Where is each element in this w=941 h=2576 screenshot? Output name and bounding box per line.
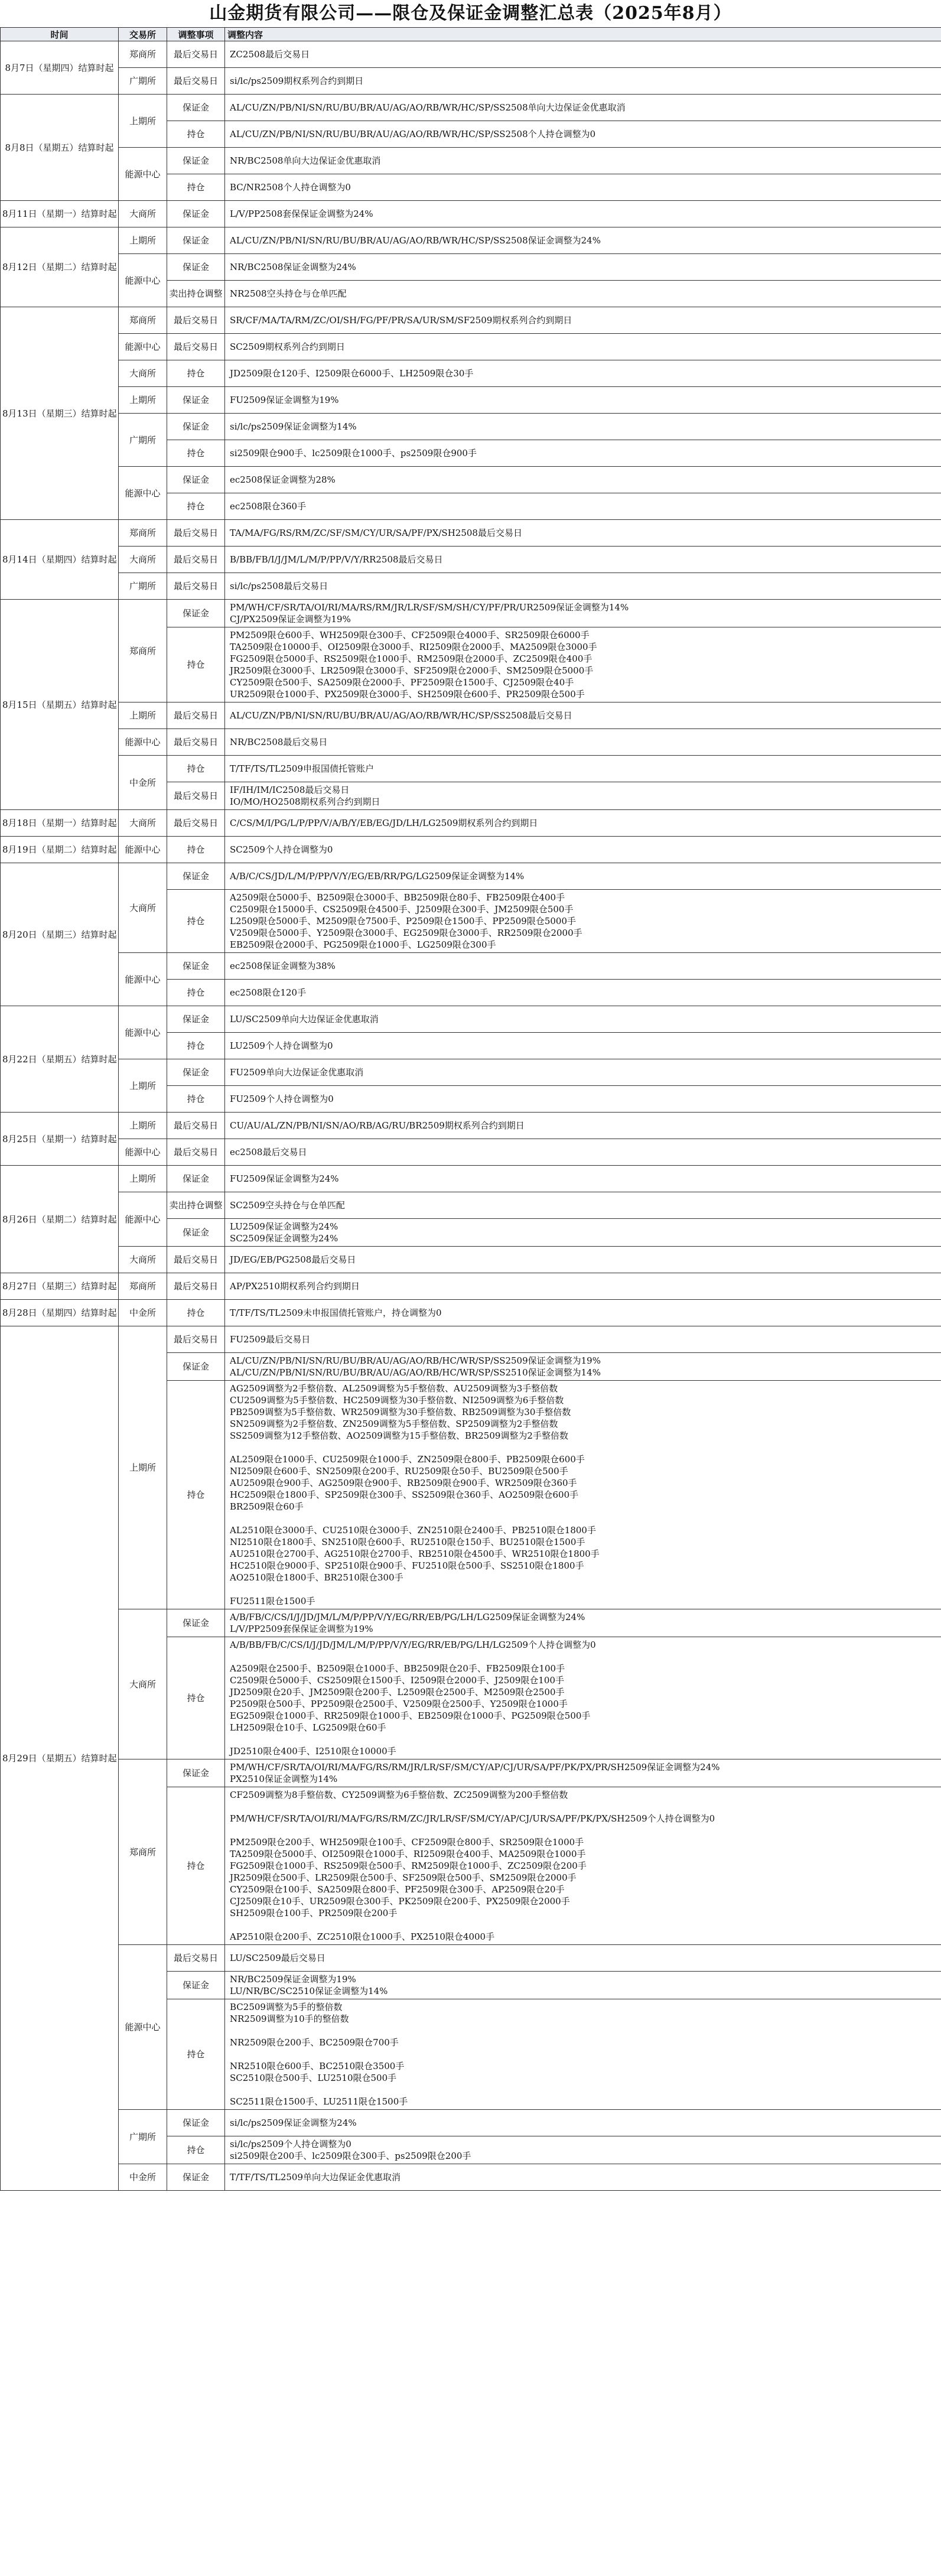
content-cell: si/lc/ps2509保证金调整为14% [225,414,941,440]
item-type-cell: 最后交易日 [167,41,225,68]
content-cell: PM/WH/CF/SR/TA/OI/RI/MA/FG/RS/RM/JR/LR/SF/SM/CY/AP/CJ/UR/SA/PF/PK/PX/PR/SH2509保证金调整为24% PX2510保证金调整为14% [225,1759,941,1787]
content-cell: ZC2508最后交易日 [225,41,941,68]
item-type-cell: 卖出持仓调整 [167,281,225,307]
exchange-cell: 大商所 [119,360,167,387]
item-type-cell: 最后交易日 [167,547,225,573]
content-cell: FU2509单向大边保证金优惠取消 [225,1059,941,1086]
content-cell: ec2508限仓360手 [225,493,941,520]
exchange-cell: 上期所 [119,95,167,148]
date-cell: 8月29日（星期五）结算时起 [1,1326,119,2191]
content-cell: si/lc/ps2508最后交易日 [225,573,941,600]
item-type-cell: 最后交易日 [167,1273,225,1300]
content-cell: FU2509最后交易日 [225,1326,941,1353]
item-type-cell: 持仓 [167,1637,225,1759]
content-cell: NR/BC2509保证金调整为19% LU/NR/BC/SC2510保证金调整为14% [225,1972,941,1999]
table-row [1,227,941,254]
content-cell: LU2509保证金调整为24% SC2509保证金调整为24% [225,1219,941,1247]
content-cell: si/lc/ps2509个人持仓调整为0 si2509限仓200手、lc2509限仓300手、ps2509限仓200手 [225,2136,941,2164]
header-row [1,28,941,41]
exchange-cell: 上期所 [119,1059,167,1113]
content-cell: PM/WH/CF/SR/TA/OI/RI/MA/RS/RM/JR/LR/SF/SM/SH/CY/PF/PR/UR2509保证金调整为14% CJ/PX2509保证金调整为19% [225,600,941,627]
item-type-cell: 最后交易日 [167,1247,225,1273]
item-type-cell: 持仓 [167,440,225,467]
item-type-cell: 保证金 [167,1609,225,1637]
header-content: 调整内容 [225,28,941,41]
item-type-cell: 保证金 [167,254,225,281]
exchange-cell: 能源中心 [119,729,167,756]
exchange-cell: 能源中心 [119,1006,167,1059]
date-cell: 8月15日（星期五）结算时起 [1,600,119,810]
table-row [1,68,941,95]
content-cell: AL/CU/ZN/PB/NI/SN/RU/BU/BR/AU/AG/AO/RB/WR/HC/SP/SS2508最后交易日 [225,702,941,729]
content-cell: ec2508保证金调整为28% [225,467,941,493]
date-cell: 8月22日（星期五）结算时起 [1,1006,119,1113]
table-row [1,414,941,440]
content-cell: SC2509个人持仓调整为0 [225,837,941,863]
content-cell: AG2509调整为2手整倍数、AL2509调整为5手整倍数、AU2509调整为3手整倍数 CU2509调整为5手整倍数、HC2509调整为30手整倍数、NI2509调整为6手整倍数 PB2509调整为5手整倍数、WR2509调整为30手整倍数、RB2509调整为30手整倍数 SN2509调整为2手整倍数、ZN2509调整为5手整倍数、SP2509调整为2手整倍数 SS2509调整为12手整倍数、AO2509调整为15手整倍数、BR2509调整为2手整倍数 AL2509限仓1000手、CU2509限仓1000手、ZN2509限仓800手、PB2509限仓600手 NI2509限仓600手、SN2509限仓200手、RU2509限仓50手、BU2509限仓500手 AU2509限仓900手、AG2509限仓900手、RB2509限仓900手、WR2509限仓360手 HC2509限仓1800手、SP2509限仓300手、SS2509限仓360手、AO2509限仓600手 BR2509限仓60手 AL2510限仓3000手、CU2510限仓3000手、ZN2510限仓2400手、PB2510限仓1800手 NI2510限仓1800手、SN2510限仓600手、RU2510限仓150手、BU2510限仓1500手 AU2510限仓2700手、AG2510限仓2700手、RB2510限仓4500手、WR2510限仓1800手 HC2510限仓9000手、SP2510限仓900手、FU2510限仓500手、SS2510限仓1800手 AO2510限仓1800手、BR2510限仓300手 FU2511限仓1500手 [225,1381,941,1609]
item-type-cell: 持仓 [167,1033,225,1059]
item-type-cell: 保证金 [167,2110,225,2136]
table-row [1,1326,941,1353]
exchange-cell: 广期所 [119,68,167,95]
item-type-cell: 最后交易日 [167,334,225,360]
table-row [1,1609,941,1637]
item-type-cell: 最后交易日 [167,1113,225,1139]
content-cell: T/TF/TS/TL2509申报国债托管账户 [225,756,941,782]
date-cell: 8月20日（星期三）结算时起 [1,863,119,1006]
item-type-cell: 持仓 [167,890,225,953]
table-row [1,1273,941,1300]
exchange-cell: 中金所 [119,1300,167,1326]
content-cell: BC/NR2508个人持仓调整为0 [225,174,941,201]
item-type-cell: 保证金 [167,1059,225,1086]
content-cell: NR/BC2508保证金调整为24% [225,254,941,281]
item-type-cell: 保证金 [167,1353,225,1381]
table-row [1,95,941,121]
content-cell: BC2509调整为5手的整倍数 NR2509调整为10手的整倍数 NR2509限仓200手、BC2509限仓700手 NR2510限仓600手、BC2510限仓3500手 SC2510限仓500手、LU2510限仓500手 SC2511限仓1500手、LU2511限仓1500手 [225,1999,941,2110]
item-type-cell: 保证金 [167,863,225,890]
item-type-cell: 保证金 [167,201,225,227]
date-cell: 8月26日（星期二）结算时起 [1,1166,119,1273]
item-type-cell: 持仓 [167,493,225,520]
item-type-cell: 持仓 [167,1300,225,1326]
content-cell: ec2508限仓120手 [225,980,941,1006]
table-row [1,148,941,174]
exchange-cell: 中金所 [119,2164,167,2191]
exchange-cell: 能源中心 [119,1139,167,1166]
item-type-cell: 保证金 [167,1006,225,1033]
date-cell: 8月18日（星期一）结算时起 [1,810,119,837]
exchange-cell: 能源中心 [119,254,167,307]
content-cell: AL/CU/ZN/PB/NI/SN/RU/BU/BR/AU/AG/AO/RB/WR/HC/SP/SS2508单向大边保证金优惠取消 [225,95,941,121]
date-cell: 8月13日（星期三）结算时起 [1,307,119,520]
item-type-cell: 持仓 [167,1086,225,1113]
exchange-cell: 能源中心 [119,1945,167,2110]
exchange-cell: 上期所 [119,702,167,729]
table-row [1,1166,941,1192]
content-cell: FU2509保证金调整为24% [225,1166,941,1192]
table-row [1,953,941,980]
item-type-cell: 持仓 [167,1787,225,1945]
item-type-cell: 保证金 [167,148,225,174]
table-row [1,334,941,360]
exchange-cell: 能源中心 [119,334,167,360]
header-time: 时间 [1,28,119,41]
table-row [1,360,941,387]
content-cell: JD/EG/EB/PG2508最后交易日 [225,1247,941,1273]
content-cell: AL/CU/ZN/PB/NI/SN/RU/BU/BR/AU/AG/AO/RB/HC/WR/SP/SS2509保证金调整为19% AL/CU/ZN/PB/NI/SN/RU/BU/BR/AU/AG/AO/RB/HC/WR/SP/SS2510保证金调整为14% [225,1353,941,1381]
content-cell: T/TF/TS/TL2509未申报国债托管账户，持仓调整为0 [225,1300,941,1326]
date-cell: 8月28日（星期四）结算时起 [1,1300,119,1326]
content-cell: L/V/PP2508套保保证金调整为24% [225,201,941,227]
item-type-cell: 持仓 [167,1999,225,2110]
table-row [1,1247,941,1273]
content-cell: A/B/C/CS/JD/L/M/P/PP/V/Y/EG/EB/RR/PG/LG2509保证金调整为14% [225,863,941,890]
date-cell: 8月11日（星期一）结算时起 [1,201,119,227]
table-row [1,2164,941,2191]
content-cell: LU2509个人持仓调整为0 [225,1033,941,1059]
item-type-cell: 最后交易日 [167,307,225,334]
content-cell: si/lc/ps2509期权系列合约到期日 [225,68,941,95]
content-cell: ec2508最后交易日 [225,1139,941,1166]
content-cell: B/BB/FB/I/J/JM/L/M/P/PP/V/Y/RR2508最后交易日 [225,547,941,573]
table-row [1,573,941,600]
content-cell: NR/BC2508单向大边保证金优惠取消 [225,148,941,174]
item-type-cell: 最后交易日 [167,1945,225,1972]
table-row [1,1139,941,1166]
exchange-cell: 能源中心 [119,837,167,863]
exchange-cell: 郑商所 [119,600,167,702]
exchange-cell: 上期所 [119,387,167,414]
item-type-cell: 最后交易日 [167,1139,225,1166]
table-row [1,702,941,729]
content-cell: A2509限仓5000手、B2509限仓3000手、BB2509限仓80手、FB2509限仓400手 C2509限仓15000手、CS2509限仓4500手、J2509限仓300手、JM2509限仓500手 L2509限仓5000手、M2509限仓7500手、P2509限仓1500手、PP2509限仓5000手 V2509限仓5000手、Y2509限仓3000手、EG2509限仓3000手、RR2509限仓2000手 EB2509限仓2000手、PG2509限仓1000手、LG2509限仓300手 [225,890,941,953]
content-cell: T/TF/TS/TL2509单向大边保证金优惠取消 [225,2164,941,2191]
exchange-cell: 能源中心 [119,148,167,201]
item-type-cell: 最后交易日 [167,729,225,756]
exchange-cell: 能源中心 [119,953,167,1006]
date-cell: 8月19日（星期二）结算时起 [1,837,119,863]
content-cell: CF2509调整为8手整倍数、CY2509调整为6手整倍数、ZC2509调整为200手整倍数 PM/WH/CF/SR/TA/OI/RI/MA/FG/RS/RM/ZC/JR/LR/SF/SM/CY/AP/CJ/UR/SA/PF/PK/PX/SH2509个人持仓调整为0 PM2509限仓200手、WH2509限仓100手、CF2509限仓800手、SR2509限仓1000手 TA2509限仓5000手、OI2509限仓1000手、RI2509限仓400手、MA2509限仓1000手 FG2509限仓1000手、RS2509限仓500手、RM2509限仓1000手、ZC2509限仓200手 JR2509限仓500手、LR2509限仓500手、SF2509限仓500手、SM2509限仓2000手 CY2509限仓100手、SA2509限仓800手、PF2509限仓300手、AP2509限仓20手 CJ2509限仓10手、UR2509限仓300手、PK2509限仓200手、PX2509限仓2000手 SH2509限仓100手、PR2509限仓200手 AP2510限仓200手、ZC2510限仓1000手、PX2510限仓4000手 [225,1787,941,1945]
table-row [1,520,941,547]
exchange-cell: 郑商所 [119,1273,167,1300]
item-type-cell: 最后交易日 [167,68,225,95]
table-row [1,729,941,756]
exchange-cell: 广期所 [119,573,167,600]
exchange-cell: 郑商所 [119,41,167,68]
date-cell: 8月14日（星期四）结算时起 [1,520,119,600]
content-cell: LU/SC2509单向大边保证金优惠取消 [225,1006,941,1033]
content-cell: FU2509保证金调整为19% [225,387,941,414]
content-cell: TA/MA/FG/RS/RM/ZC/SF/SM/CY/UR/SA/PF/PX/SH2508最后交易日 [225,520,941,547]
exchange-cell: 大商所 [119,201,167,227]
content-cell: AL/CU/ZN/PB/NI/SN/RU/BU/BR/AU/AG/AO/RB/WR/HC/SP/SS2508保证金调整为24% [225,227,941,254]
exchange-cell: 上期所 [119,1326,167,1609]
content-cell: IF/IH/IM/IC2508最后交易日 IO/MO/HO2508期权系列合约到期日 [225,782,941,810]
table-row [1,547,941,573]
exchange-cell: 上期所 [119,1166,167,1192]
exchange-cell: 中金所 [119,756,167,810]
exchange-cell: 大商所 [119,810,167,837]
table-row [1,837,941,863]
table-row [1,1113,941,1139]
exchange-cell: 上期所 [119,227,167,254]
table-row [1,467,941,493]
exchange-cell: 广期所 [119,414,167,467]
content-cell: SR/CF/MA/TA/RM/ZC/OI/SH/FG/PF/PR/SA/UR/SM/SF2509期权系列合约到期日 [225,307,941,334]
table-row [1,254,941,281]
table-row [1,1006,941,1033]
item-type-cell: 持仓 [167,2136,225,2164]
item-type-cell: 最后交易日 [167,1326,225,1353]
content-cell: FU2509个人持仓调整为0 [225,1086,941,1113]
content-cell: A/B/FB/C/CS/I/J/JD/JM/L/M/P/PP/V/Y/EG/RR/EB/PG/LH/LG2509保证金调整为24% L/V/PP2509套保保证金调整为19% [225,1609,941,1637]
header-item: 调整事项 [167,28,225,41]
date-cell: 8月8日（星期五）结算时起 [1,95,119,201]
table-row [1,810,941,837]
content-cell: AL/CU/ZN/PB/NI/SN/RU/BU/BR/AU/AG/AO/RB/WR/HC/SP/SS2508个人持仓调整为0 [225,121,941,148]
item-type-cell: 持仓 [167,121,225,148]
content-cell: SC2509空头持仓与仓单匹配 [225,1192,941,1219]
table-row [1,863,941,890]
exchange-cell: 能源中心 [119,1192,167,1247]
item-type-cell: 保证金 [167,467,225,493]
item-type-cell: 保证金 [167,387,225,414]
item-type-cell: 持仓 [167,756,225,782]
table-row [1,1759,941,1787]
exchange-cell: 大商所 [119,1609,167,1759]
exchange-cell: 郑商所 [119,520,167,547]
content-cell: JD2509限仓120手、I2509限仓6000手、LH2509限仓30手 [225,360,941,387]
item-type-cell: 持仓 [167,980,225,1006]
content-cell: si/lc/ps2509保证金调整为24% [225,2110,941,2136]
date-cell: 8月7日（星期四）结算时起 [1,41,119,95]
table-row [1,201,941,227]
exchange-cell: 大商所 [119,547,167,573]
exchange-cell: 郑商所 [119,307,167,334]
item-type-cell: 保证金 [167,2164,225,2191]
table-row [1,41,941,68]
item-type-cell: 最后交易日 [167,782,225,810]
content-cell: SC2509期权系列合约到期日 [225,334,941,360]
table-row [1,307,941,334]
content-cell: CU/AU/AL/ZN/PB/NI/SN/AO/RB/AG/RU/BR2509期权系列合约到期日 [225,1113,941,1139]
item-type-cell: 最后交易日 [167,702,225,729]
content-cell: A/B/BB/FB/C/CS/I/J/JD/JM/L/M/P/PP/V/Y/EG/RR/EB/PG/LH/LG2509个人持仓调整为0 A2509限仓2500手、B2509限仓1000手、BB2509限仓20手、FB2509限仓100手 C2509限仓5000手、CS2509限仓1500手、I2509限仓2000手、J2509限仓100手 JD2509限仓20手、JM2509限仓200手、L2509限仓2500手、M2509限仓2500手 P2509限仓500手、PP2509限仓2500手、V2509限仓2500手、Y2509限仓1000手 EG2509限仓1000手、RR2509限仓1000手、EB2509限仓1000手、PG2509限仓500手 LH2509限仓10手、LG2509限仓60手 JD2510限仓400手、I2510限仓10000手 [225,1637,941,1759]
item-type-cell: 保证金 [167,227,225,254]
item-type-cell: 卖出持仓调整 [167,1192,225,1219]
item-type-cell: 持仓 [167,174,225,201]
content-cell: LU/SC2509最后交易日 [225,1945,941,1972]
exchange-cell: 大商所 [119,863,167,953]
content-cell: si2509限仓900手、lc2509限仓1000手、ps2509限仓900手 [225,440,941,467]
item-type-cell: 保证金 [167,1759,225,1787]
content-cell: AP/PX2510期权系列合约到期日 [225,1273,941,1300]
item-type-cell: 持仓 [167,627,225,702]
date-cell: 8月12日（星期二）结算时起 [1,227,119,307]
item-type-cell: 持仓 [167,837,225,863]
document-title: 山金期货有限公司——限仓及保证金调整汇总表（2025年8月） [209,3,732,24]
exchange-cell: 大商所 [119,1247,167,1273]
item-type-cell: 保证金 [167,1219,225,1247]
exchange-cell: 郑商所 [119,1759,167,1945]
exchange-cell: 能源中心 [119,467,167,520]
table-row [1,1945,941,1972]
item-type-cell: 保证金 [167,95,225,121]
table-body [1,41,941,2191]
date-cell: 8月25日（星期一）结算时起 [1,1113,119,1166]
item-type-cell: 保证金 [167,1166,225,1192]
content-cell: PM2509限仓600手、WH2509限仓300手、CF2509限仓4000手、SR2509限仓6000手 TA2509限仓10000手、OI2509限仓3000手、RI2509限仓2000手、MA2509限仓3000手 FG2509限仓5000手、RS2509限仓1000手、RM2509限仓2000手、ZC2509限仓400手 JR2509限仓3000手、LR2509限仓3000手、SF2509限仓2000手、SM2509限仓5000手 CY2509限仓500手、SA2509限仓2000手、PF2509限仓1500手、CJ2509限仓40手 UR2509限仓1000手、PX2509限仓3000手、SH2509限仓600手、PR2509限仓500手 [225,627,941,702]
item-type-cell: 持仓 [167,360,225,387]
header-exchange: 交易所 [119,28,167,41]
table-row [1,1300,941,1326]
item-type-cell: 保证金 [167,953,225,980]
table-row [1,600,941,627]
item-type-cell: 持仓 [167,1381,225,1609]
content-cell: NR2508空头持仓与仓单匹配 [225,281,941,307]
item-type-cell: 保证金 [167,600,225,627]
table-row [1,1059,941,1086]
content-cell: ec2508保证金调整为38% [225,953,941,980]
exchange-cell: 上期所 [119,1113,167,1139]
table-row [1,756,941,782]
item-type-cell: 最后交易日 [167,810,225,837]
item-type-cell: 最后交易日 [167,520,225,547]
table-row [1,1192,941,1219]
adjustment-table [0,27,941,2191]
table-row [1,387,941,414]
item-type-cell: 保证金 [167,414,225,440]
item-type-cell: 保证金 [167,1972,225,1999]
table-row [1,2110,941,2136]
date-cell: 8月27日（星期三）结算时起 [1,1273,119,1300]
exchange-cell: 广期所 [119,2110,167,2164]
item-type-cell: 最后交易日 [167,573,225,600]
content-cell: NR/BC2508最后交易日 [225,729,941,756]
content-cell: C/CS/M/I/PG/L/P/PP/V/A/B/Y/EB/EG/JD/LH/LG2509期权系列合约到期日 [225,810,941,837]
